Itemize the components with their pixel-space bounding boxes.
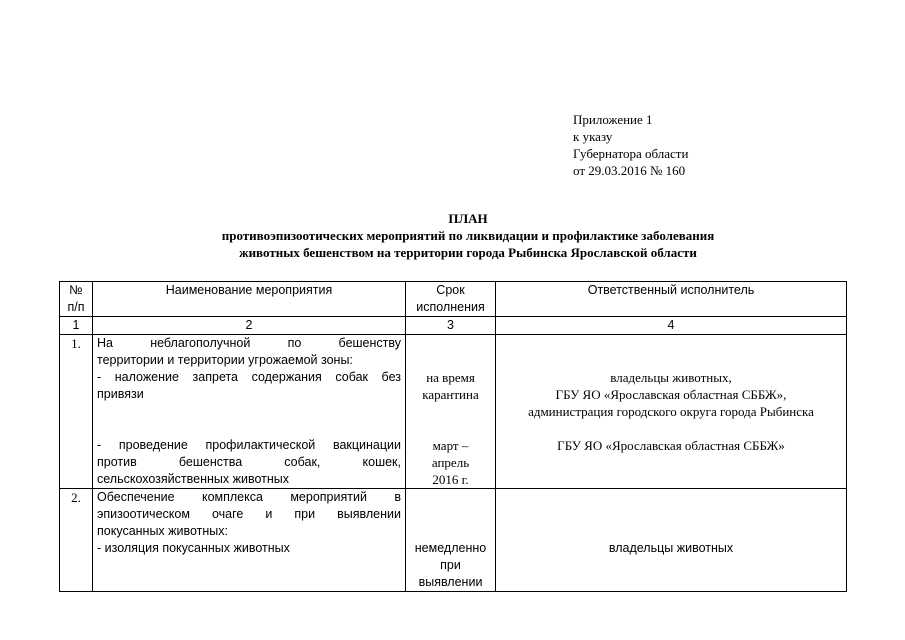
- table-row: [60, 335, 847, 489]
- activity-line: эпизоотическом очаге и при выявлении: [97, 507, 401, 521]
- executor-line: ГБУ ЯО «Ярославская областная СББЖ»,: [555, 387, 787, 402]
- header-num: [60, 282, 93, 317]
- annex-line: Губернатора области: [573, 146, 689, 161]
- title-line: противоэпизоотических мероприятий по ликвидации и профилактике заболевания: [221, 228, 715, 243]
- header-term-line: исполнения: [416, 300, 485, 314]
- activity-line: На неблагополучной по бешенству: [97, 336, 401, 350]
- term-line: апрель: [431, 455, 470, 470]
- plan-table: [59, 281, 847, 592]
- header-num-line: №: [69, 283, 83, 297]
- activity-line: - изоляция покусанных животных: [97, 541, 290, 555]
- term-line: 2016 г.: [432, 472, 469, 487]
- annex-line: к указу: [573, 129, 613, 144]
- header-num-line: п/п: [67, 300, 85, 314]
- row-term: [406, 489, 496, 592]
- activity-line: территории и территории угрожаемой зоны:: [97, 353, 353, 367]
- term-line: немедленно: [414, 541, 487, 555]
- index-cell: 2: [93, 317, 406, 335]
- activity-line: против бешенства собак, кошек,: [97, 455, 401, 469]
- table-header-row: [60, 282, 847, 317]
- term-line: март –: [432, 438, 469, 453]
- term-line: при: [440, 558, 461, 572]
- annex-line: от 29.03.2016 № 160: [573, 163, 686, 178]
- row-number: 1.: [60, 335, 93, 489]
- index-cell: 4: [496, 317, 847, 335]
- row-activity: [93, 335, 406, 489]
- index-cell: 3: [406, 317, 496, 335]
- table-row: [60, 489, 847, 592]
- activity-line: - наложение запрета содержания собак без: [97, 370, 401, 384]
- row-number: 2.: [60, 489, 93, 592]
- executor-line: владельцы животных,: [610, 370, 732, 385]
- activity-line: Обеспечение комплекса мероприятий в: [97, 490, 401, 504]
- header-term-line: Срок: [436, 283, 465, 297]
- term-line: выявлении: [418, 575, 483, 589]
- header-executor: Ответственный исполнитель: [496, 282, 847, 317]
- activity-line: сельскохозяйственных животных: [97, 472, 289, 486]
- annex-line: Приложение 1: [573, 112, 653, 127]
- executor-line: владельцы животных: [608, 541, 734, 555]
- activity-line: покусанных животных:: [97, 524, 229, 538]
- executor-line: администрация городского округа города Рыбинска: [528, 404, 814, 419]
- executor-line: ГБУ ЯО «Ярославская областная СББЖ»: [557, 438, 785, 453]
- document-title: [90, 210, 846, 261]
- title-line: ПЛАН: [448, 211, 488, 226]
- index-cell: 1: [60, 317, 93, 335]
- annex-block: [573, 111, 773, 179]
- row-executor: [496, 335, 847, 489]
- header-term: [406, 282, 496, 317]
- activity-line: привязи: [97, 387, 144, 401]
- term-line: на время: [426, 370, 475, 385]
- title-line: животных бешенством на территории города Рыбинска Ярославской области: [239, 245, 697, 260]
- term-line: карантина: [422, 387, 479, 402]
- row-term: [406, 335, 496, 489]
- header-name: Наименование мероприятия: [93, 282, 406, 317]
- table-index-row: [60, 317, 847, 335]
- row-executor: [496, 489, 847, 592]
- row-activity: [93, 489, 406, 592]
- activity-line: - проведение профилактической вакцинации: [97, 438, 401, 452]
